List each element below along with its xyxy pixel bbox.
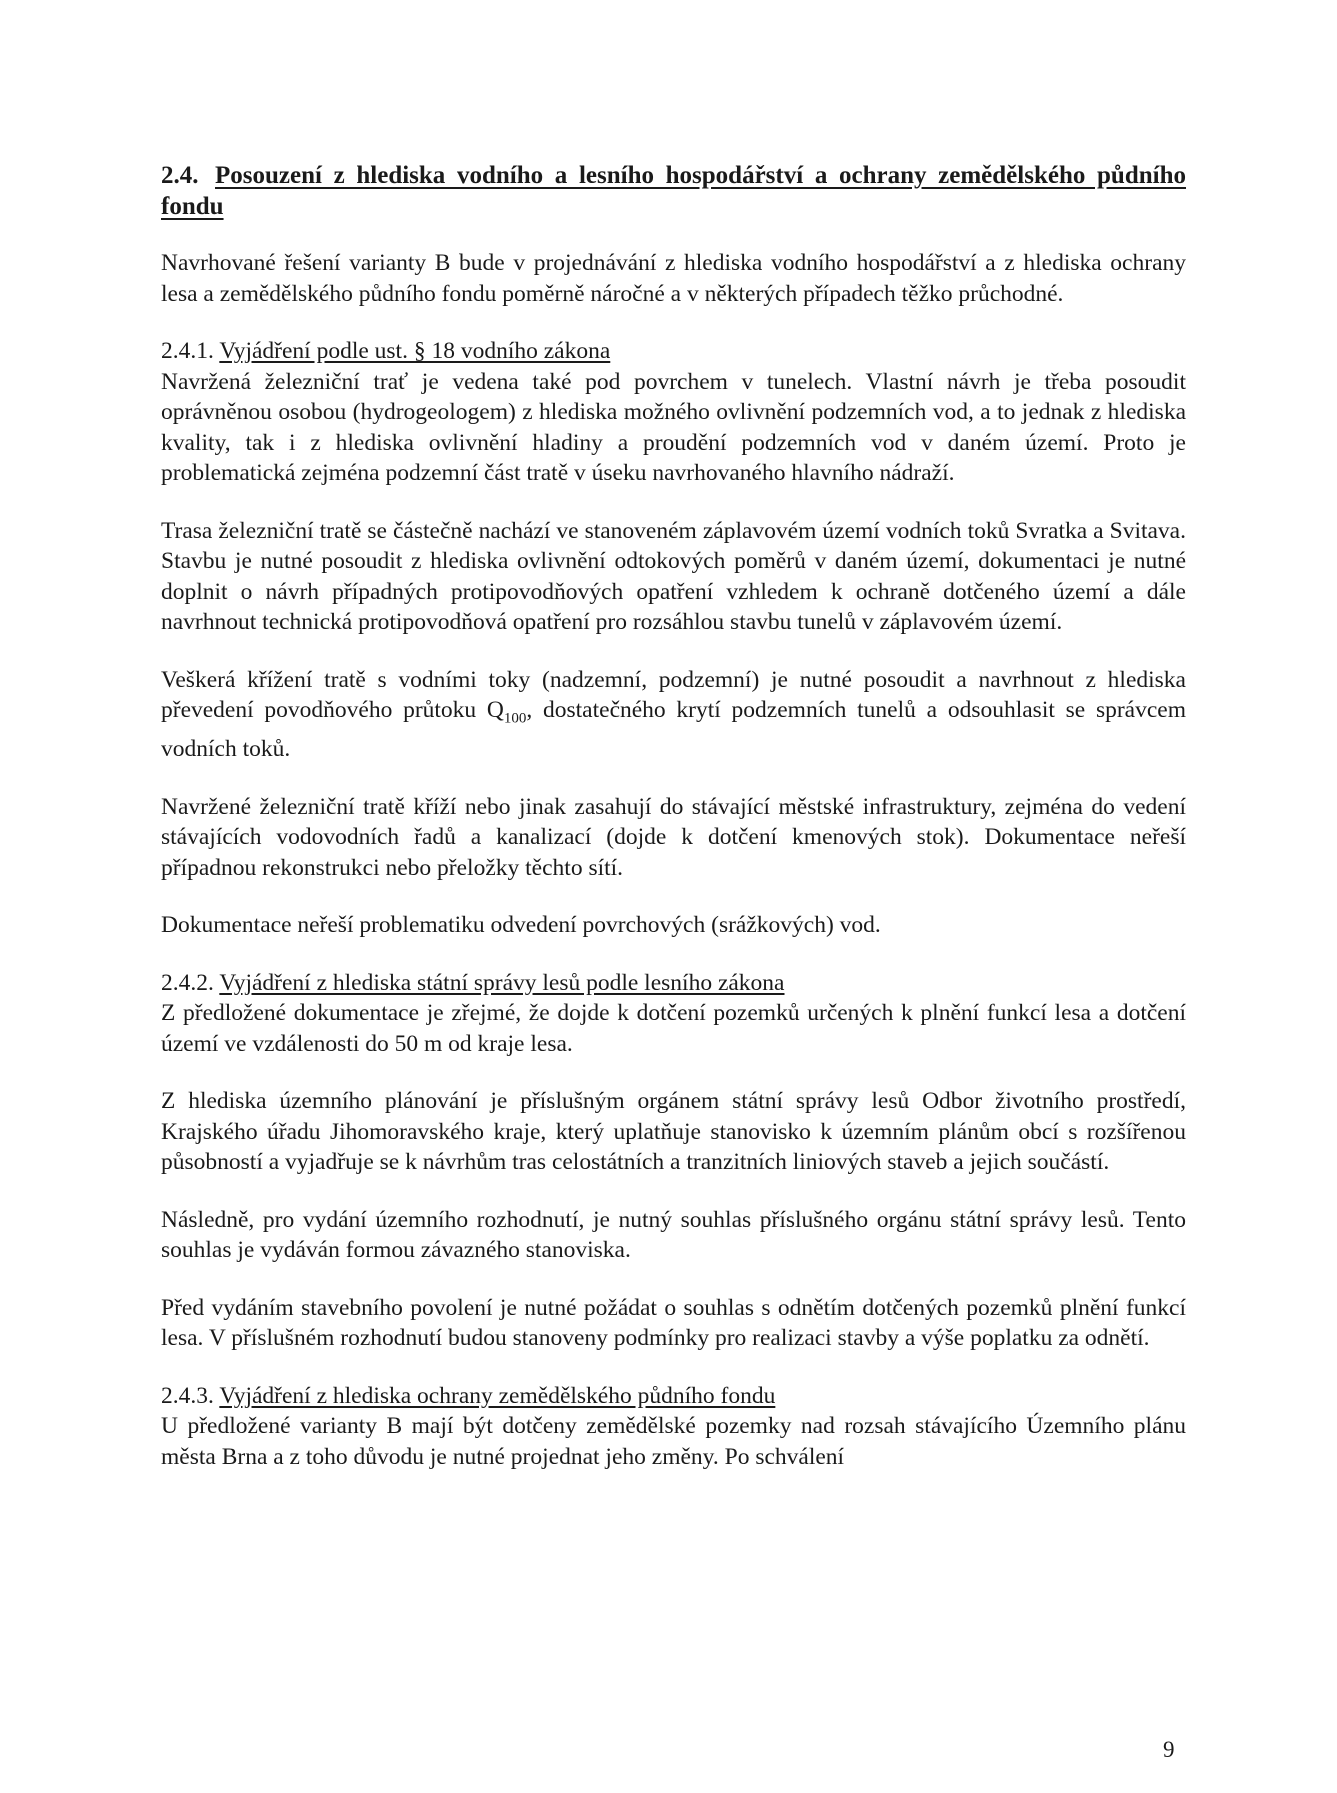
subsection-title: Vyjádření podle ust. § 18 vodního zákona <box>219 338 611 364</box>
section-title: Posouzení z hlediska vodního a lesního hospodářství a ochrany zemědělského půdního fondu <box>161 162 1186 220</box>
subsection-heading-2-4-1 <box>161 336 1186 367</box>
intro-paragraph: Navrhované řešení varianty B bude v projednávání z hlediska vodního hospodářství a z hlediska ochrany lesa a zemědělského půdního fondu poměrně náročné a v některých případech těžko průchodné. <box>161 250 1186 307</box>
paragraph: U předložené varianty B mají být dotčeny zemědělské pozemky nad rozsah stávajícího Územního plánu města Brna a z toho důvodu je nutné projednat jeho změny. Po schválení <box>161 1413 1186 1470</box>
paragraph: Trasa železniční tratě se částečně nachází ve stanoveném záplavovém území vodních toků Svratka a Svitava. Stavbu je nutné posoudit z hlediska ovlivnění odtokových poměrů v daném území, dokumentaci je nutné doplnit o návrh případných protipovodňových opatření vzhledem k ochraně dotčeného území a dále navrhnout technická protipovodňová opatření pro rozsáhlou stavbu tunelů v záplavovém území. <box>161 517 1186 635</box>
paragraph: Před vydáním stavebního povolení je nutné požádat o souhlas s odnětím dotčených pozemků plnění funkcí lesa. V příslušném rozhodnutí budou stanoveny podmínky pro realizaci stavby a výše poplatku za odnětí. <box>161 1294 1186 1352</box>
paragraph: Následně, pro vydání územního rozhodnutí, je nutný souhlas příslušného orgánu státní správy lesů. Tento souhlas je vydáván formou závazného stanoviska. <box>161 1206 1186 1264</box>
page-number: 9 <box>1163 1737 1175 1762</box>
subsection-title: Vyjádření z hlediska státní správy lesů podle lesního zákona <box>219 969 785 996</box>
subsection-number: 2.4.3. <box>161 1382 214 1409</box>
paragraph: Navržené železniční tratě kříží nebo jinak zasahují do stávající městské infrastruktury, zejména do vedení stávajících vodovodních řadů a kanalizací (dojde k dotčení kmenových stok). Dokumentace neřeší případnou rekonstrukci nebo přeložky těchto sítí. <box>161 793 1186 881</box>
paragraph: Z předložené dokumentace je zřejmé, že dojde k dotčení pozemků určených k plnění funkcí lesa a dotčení území ve vzdálenosti do 50 m od kraje lesa. <box>161 1000 1186 1057</box>
subsection-title: Vyjádření z hlediska ochrany zemědělského půdního fondu <box>219 1382 776 1409</box>
paragraph: Dokumentace neřeší problematiku odvedení povrchových (srážkových) vod. <box>161 912 881 939</box>
subscript: 100 <box>503 710 527 727</box>
paragraph: Navržená železniční trať je vedena také pod povrchem v tunelech. Vlastní návrh je třeba posoudit oprávněnou osobou (hydrogeologem) z hlediska možného ovlivnění podzemních vod, a to jednak z hlediska kvality, tak i z hlediska ovlivnění hladiny a proudění podzemních vod v daném území. Proto je problematická zejména podzemní část tratě v úseku navrhovaného hlavního nádraží. <box>161 368 1186 486</box>
document-page <box>161 160 1186 1499</box>
subsection-heading-2-4-2 <box>161 968 1186 999</box>
section-number: 2.4. <box>161 162 199 189</box>
paragraph-text: , dostatečného krytí podzemních tunelů a odsouhlasit se správcem vodních toků. <box>161 697 1186 763</box>
paragraph: Z hlediska územního plánování je příslušným orgánem státní správy lesů Odbor životního prostředí, Krajského úřadu Jihomoravského kraje, který uplatňuje stanovisko k územním plánům obcí s rozšířenou působností a vyjadřuje se k návrhům tras celostátních a tranzitních liniových staveb a jejich součástí. <box>161 1088 1186 1176</box>
subsection-number: 2.4.2. <box>161 969 214 996</box>
subsection-number: 2.4.1. <box>161 338 214 364</box>
paragraph-text: Veškerá křížení tratě s vodními toky (nadzemní, podzemní) je nutné posoudit a navrhnout z hlediska převedení povodňového průtoku Q <box>161 666 1186 723</box>
section-heading <box>161 160 1186 222</box>
subsection-heading-2-4-3 <box>161 1381 1186 1412</box>
paragraph <box>161 665 1186 765</box>
